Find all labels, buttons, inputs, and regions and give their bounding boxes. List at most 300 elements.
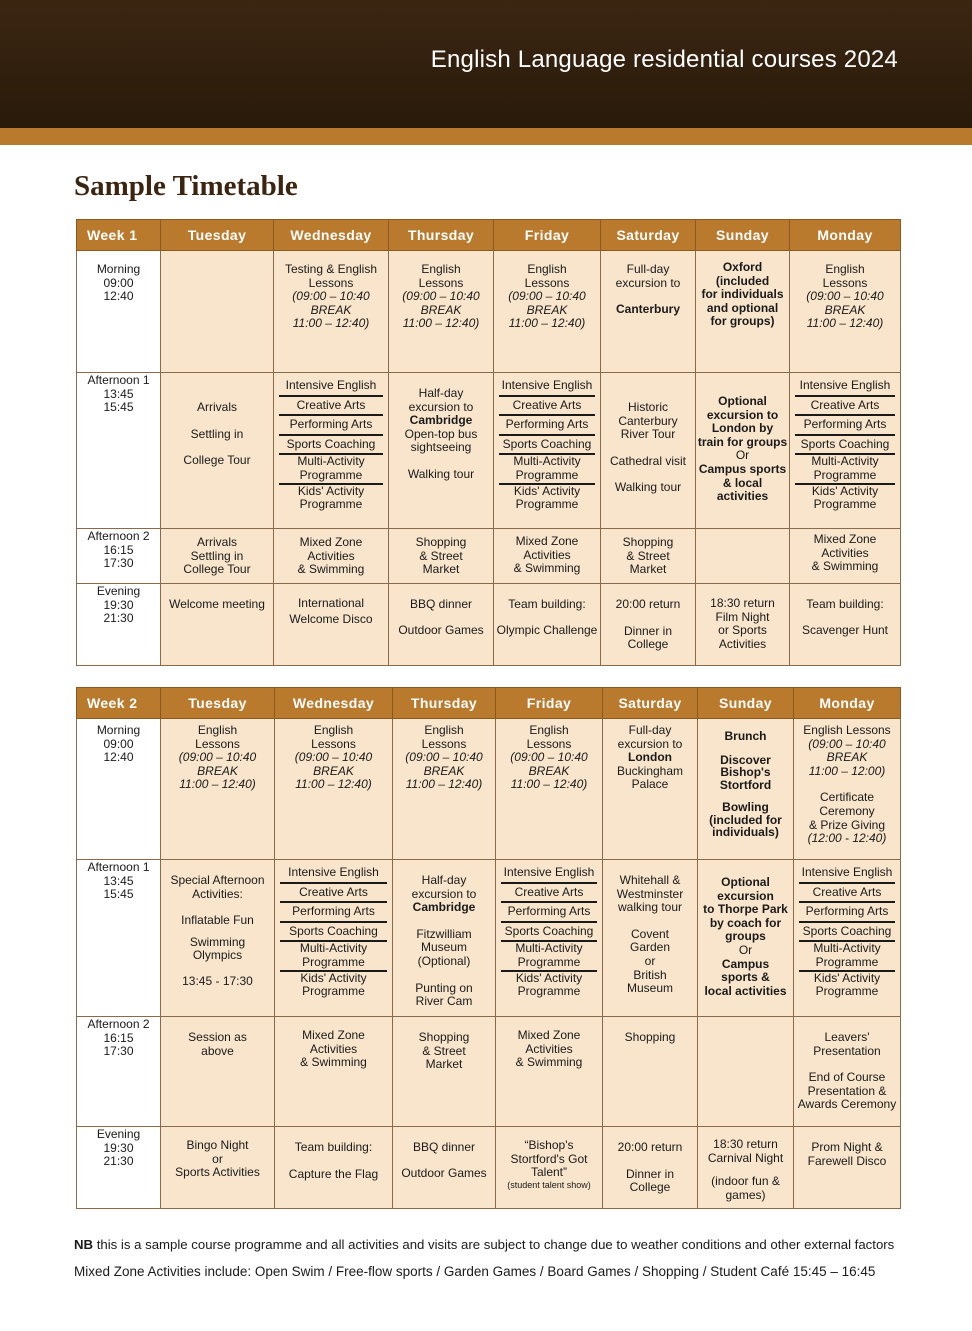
cell-line: Westminster	[616, 886, 684, 901]
cell-line: English	[421, 262, 461, 276]
cell-line: Session as	[188, 1030, 247, 1044]
cell-line: Outdoor Games	[401, 1165, 487, 1180]
time-label: Morning	[96, 723, 141, 737]
cell-line: Bishop's	[720, 765, 771, 779]
time-cell	[77, 373, 161, 529]
cell-line: 11:00 – 12:40)	[295, 777, 372, 792]
cell-line: BBQ dinner	[409, 597, 473, 611]
time-start: 13:45	[103, 386, 134, 401]
time-cell	[77, 1127, 161, 1209]
cell-line: Lessons	[421, 736, 467, 751]
day-header: Sunday	[696, 220, 790, 251]
activity-option: Sports Coaching	[501, 923, 597, 943]
activity-option: Sports Coaching	[799, 923, 895, 943]
cell-line: Market	[422, 562, 460, 577]
cell-line: Campus sports	[698, 461, 787, 476]
activity-option: Multi-Activity Programme	[279, 455, 383, 484]
schedule-cell	[603, 1127, 698, 1209]
cell-line: (09:00 – 10:40	[808, 736, 886, 751]
cell-line: Presentation &	[807, 1083, 887, 1098]
cell-line: Activities	[307, 548, 355, 563]
cell-line: to Thorpe Park	[703, 902, 788, 917]
time-label: Morning	[96, 262, 141, 276]
cell-line: Whitehall &	[619, 873, 681, 887]
cell-line: excursion to	[706, 407, 779, 422]
cell-line: Museum	[626, 981, 673, 996]
schedule-cell	[790, 584, 901, 666]
cell-line: excursion to	[411, 886, 477, 901]
time-end: 15:45	[103, 400, 134, 415]
cell-line: 20:00 return	[617, 1140, 683, 1154]
activity-option: Sports Coaching	[499, 436, 595, 456]
schedule-cell	[393, 1017, 496, 1127]
cell-line: Historic	[627, 400, 668, 414]
cell-line: 18:30 return	[713, 1137, 778, 1151]
cell-line: 11:00 – 12:40)	[179, 777, 256, 792]
activity-option: Kids' Activity Programme	[300, 970, 367, 999]
cell-line: groups	[725, 929, 766, 944]
cell-line: BREAK	[526, 302, 568, 317]
cell-line: 11:00 – 12:40)	[510, 777, 588, 792]
cell-line: (12:00 - 12:40)	[807, 831, 887, 846]
cell-line: BREAK	[826, 750, 868, 765]
cell-line: River Tour	[620, 427, 676, 442]
time-start: 09:00	[103, 275, 134, 290]
cell-line: Cambridge	[412, 900, 476, 915]
schedule-cell	[601, 529, 696, 584]
schedule-cell	[161, 1127, 275, 1209]
cell-line: Or	[738, 942, 753, 957]
cell-line: 13:45 - 17:30	[182, 973, 253, 988]
activity-option: Multi-Activity Programme	[799, 942, 895, 971]
day-header: Friday	[494, 220, 601, 251]
activity-options-cell	[275, 860, 393, 1017]
cell-line: (student talent show)	[507, 1179, 591, 1190]
cell-line: College	[629, 1180, 671, 1195]
schedule-cell	[603, 1017, 698, 1127]
week2-afternoon2-row	[77, 1017, 901, 1127]
activity-option: Performing Arts	[280, 903, 387, 923]
cell-line: 11:00 – 12:40)	[402, 316, 480, 331]
time-cell	[77, 860, 161, 1017]
schedule-cell	[393, 719, 496, 860]
day-header: Thursday	[389, 220, 494, 251]
cell-line: Full-day	[626, 262, 670, 276]
cell-line: & Swimming	[811, 559, 879, 574]
cell-line: Swimming	[189, 934, 246, 949]
cell-line: Certificate	[819, 790, 875, 805]
time-cell	[77, 719, 161, 860]
activity-option: Sports Coaching	[279, 436, 383, 456]
cell-line: English	[825, 262, 865, 276]
cell-line: (09:00 – 10:40	[510, 750, 588, 765]
cell-line: or	[644, 953, 656, 968]
week1-afternoon2-row	[77, 529, 901, 584]
cell-line: 11:00 – 12:40)	[508, 316, 586, 331]
cell-line: Mixed Zone	[299, 535, 363, 549]
schedule-cell	[696, 251, 790, 373]
cell-line: Discover	[720, 752, 771, 767]
cell-line: & Swimming	[513, 561, 581, 576]
cell-line: Buckingham	[616, 763, 684, 778]
cell-line: Mixed Zone	[517, 1028, 581, 1042]
schedule-cell	[161, 860, 275, 1017]
mixed-zone-note: Mixed Zone Activities include: Open Swim / Free-flow sports / Garden Games / Board Games / Shopping / Student Café 15:45 – 16:45	[74, 1264, 876, 1279]
cell-line: British	[633, 967, 667, 982]
time-label: Afternoon 1	[87, 373, 150, 387]
cell-line: Settling in	[190, 426, 244, 441]
cell-line: Scavenger Hunt	[801, 622, 889, 637]
cell-line: & Prize Giving	[808, 817, 886, 832]
cell-line: Activities	[525, 1041, 573, 1056]
cell-line: by coach for	[709, 915, 782, 930]
activity-option: Intensive English	[280, 864, 387, 884]
cell-line: Special Afternoon	[170, 873, 265, 887]
cell-line: excursion	[717, 888, 774, 903]
activity-option: Intensive English	[799, 864, 895, 884]
cell-line: 11:00 – 12:40)	[806, 316, 884, 331]
cell-line: BREAK	[824, 302, 866, 317]
cell-line: Talent”	[530, 1165, 568, 1180]
cell-line: Walking tour	[614, 480, 682, 495]
schedule-cell	[275, 1127, 393, 1209]
cell-line: Fitzwilliam	[416, 926, 472, 941]
schedule-cell	[389, 373, 494, 529]
cell-line: International	[297, 596, 365, 610]
cell-line: & Swimming	[297, 562, 365, 577]
cell-line: BBQ dinner	[412, 1140, 476, 1154]
schedule-cell	[275, 719, 393, 860]
empty-cell	[696, 529, 790, 584]
cell-line: Dinner in	[625, 1166, 675, 1181]
cell-line: Activities	[821, 545, 869, 560]
cell-line: (included for	[709, 812, 782, 827]
empty-cell	[161, 251, 274, 373]
activity-option: Kids' Activity Programme	[515, 970, 583, 999]
cell-line: College	[627, 637, 669, 652]
schedule-cell	[698, 719, 794, 860]
week2-afternoon1-row	[77, 860, 901, 1017]
activity-option: Sports Coaching	[280, 923, 387, 943]
schedule-cell	[496, 719, 603, 860]
cell-line: Half-day	[421, 873, 467, 887]
schedule-cell	[161, 373, 274, 529]
cell-line: English	[424, 723, 464, 737]
cell-line: (09:00 – 10:40	[178, 750, 257, 765]
cell-line: Shopping	[418, 1030, 470, 1044]
cell-line: Leavers'	[824, 1030, 870, 1044]
schedule-cell	[696, 373, 790, 529]
time-start: 16:15	[103, 1030, 134, 1045]
activity-option: Kids' Activity Programme	[297, 483, 365, 512]
cell-line: Lessons	[822, 275, 868, 290]
schedule-cell	[603, 719, 698, 860]
activity-option: Creative Arts	[799, 884, 895, 904]
cell-line: individuals)	[712, 825, 779, 839]
cell-line: English	[313, 723, 354, 737]
cell-line: excursion to	[615, 275, 681, 290]
cell-line: Cambridge	[409, 413, 473, 428]
time-end: 21:30	[103, 1154, 134, 1169]
banner-title: English Language residential courses 2024	[430, 46, 898, 73]
time-end: 12:40	[103, 289, 134, 304]
day-header: Sunday	[698, 688, 794, 719]
cell-line: Team building:	[806, 597, 884, 611]
cell-line: (Optional)	[417, 953, 471, 968]
schedule-cell	[601, 251, 696, 373]
cell-line: Settling in	[190, 548, 244, 563]
day-header: Tuesday	[161, 688, 275, 719]
cell-line: Welcome meeting	[169, 597, 265, 611]
cell-line: Farewell Disco	[807, 1153, 887, 1168]
schedule-cell	[790, 529, 901, 584]
cell-line: (09:00 – 10:40	[806, 289, 884, 304]
cell-line: Museum	[420, 940, 467, 955]
schedule-cell	[161, 719, 275, 860]
cell-line: Punting on	[415, 980, 473, 995]
cell-line: BREAK	[420, 302, 462, 317]
cell-line: 11:00 – 12:40)	[405, 777, 483, 792]
day-header: Wednesday	[274, 220, 389, 251]
cell-line: Stortford	[719, 777, 772, 792]
cell-line: Outdoor Games	[398, 622, 484, 637]
schedule-cell	[698, 1127, 794, 1209]
schedule-cell	[393, 1127, 496, 1209]
schedule-cell	[494, 584, 601, 666]
nb-label: NB	[74, 1237, 94, 1252]
page-title: Sample Timetable	[74, 170, 298, 202]
time-start: 19:30	[103, 597, 134, 612]
cell-line: BREAK	[423, 763, 465, 778]
schedule-cell	[794, 719, 901, 860]
cell-line: Carnival Night	[707, 1150, 784, 1165]
cell-line: Activities	[718, 636, 767, 651]
cell-line: Garden	[629, 940, 671, 955]
cell-line: Team building:	[508, 597, 586, 611]
activity-options-cell	[274, 373, 389, 529]
cell-line: Activities	[309, 1041, 358, 1056]
cell-line: Activities:	[192, 886, 243, 901]
cell-line: Mixed Zone	[813, 532, 877, 546]
day-header: Monday	[794, 688, 901, 719]
activity-option: Creative Arts	[499, 397, 595, 417]
cell-line: & local	[722, 475, 763, 490]
cell-line: Cathedral visit	[609, 453, 687, 468]
schedule-cell	[790, 251, 901, 373]
cell-line: Full-day	[628, 723, 672, 737]
cell-line: (included	[715, 273, 770, 288]
cell-line: Olympic Challenge	[496, 622, 598, 637]
cell-line: BREAK	[313, 763, 354, 778]
schedule-cell	[496, 1017, 603, 1127]
time-start: 09:00	[103, 736, 134, 751]
header-banner	[0, 0, 972, 128]
cell-line: or	[212, 1151, 223, 1166]
cell-line: Walking tour	[407, 466, 475, 481]
time-end: 15:45	[103, 887, 134, 902]
cell-line: College Tour	[183, 453, 251, 468]
time-cell	[77, 584, 161, 666]
activity-option: Creative Arts	[279, 397, 383, 417]
time-cell	[77, 529, 161, 584]
cell-line: BREAK	[310, 302, 352, 317]
cell-line: & Swimming	[300, 1055, 367, 1070]
cell-line: English	[197, 723, 238, 737]
accent-stripe	[0, 128, 972, 145]
cell-line: (09:00 – 10:40	[292, 289, 370, 304]
cell-line: Prom Night &	[811, 1140, 883, 1154]
schedule-cell	[698, 860, 794, 1017]
cell-line: local activities	[704, 983, 787, 998]
schedule-cell	[389, 529, 494, 584]
disclaimer-note	[74, 1237, 894, 1252]
cell-line: Market	[425, 1057, 463, 1072]
cell-line: sightseeing	[410, 440, 472, 455]
time-cell	[77, 251, 161, 373]
cell-line: for groups)	[710, 314, 775, 329]
cell-line: games)	[725, 1187, 766, 1202]
cell-line: above	[201, 1043, 234, 1058]
cell-line: Arrivals	[196, 535, 237, 549]
cell-line: or Sports	[718, 623, 767, 638]
schedule-cell	[794, 1017, 901, 1127]
schedule-cell	[601, 373, 696, 529]
cell-line: BREAK	[197, 763, 238, 778]
schedule-cell	[494, 251, 601, 373]
week2-evening-row	[77, 1127, 901, 1209]
cell-line: Covent	[630, 926, 670, 941]
day-header: Wednesday	[275, 688, 393, 719]
cell-line: Activities	[523, 547, 571, 562]
cell-line: BREAK	[528, 763, 570, 778]
week1-header-row	[77, 220, 901, 251]
cell-line: Or	[735, 448, 750, 463]
schedule-cell	[275, 1017, 393, 1127]
nb-text: this is a sample course programme and all activities and visits are subject to change due to weather conditions and other external factors	[93, 1237, 895, 1252]
activity-option: Performing Arts	[799, 903, 895, 923]
activity-option: Performing Arts	[501, 903, 597, 923]
time-end: 17:30	[103, 556, 134, 571]
activity-option: Intensive English	[501, 864, 597, 884]
cell-line: Film Night	[715, 609, 770, 624]
week1-label: Week 1	[77, 220, 161, 251]
cell-line: Lessons	[311, 736, 356, 751]
cell-line: Arrivals	[196, 400, 237, 414]
cell-line: & Swimming	[515, 1055, 583, 1070]
activity-option: Performing Arts	[499, 416, 595, 436]
cell-line: Optional	[721, 875, 770, 889]
activity-option: Multi-Activity Programme	[280, 942, 387, 971]
time-label: Afternoon 2	[87, 1017, 150, 1031]
cell-line: Awards Ceremony	[797, 1097, 897, 1112]
cell-line: Canterbury	[618, 413, 678, 428]
activity-option: Sports Coaching	[795, 436, 895, 456]
activity-option: Intensive English	[795, 377, 895, 397]
cell-line: & Street	[626, 548, 670, 563]
cell-line: and optional	[706, 300, 779, 315]
activity-options-cell	[794, 860, 901, 1017]
time-start: 13:45	[103, 873, 134, 888]
activity-option: Kids' Activity Programme	[813, 970, 881, 999]
week1-morning-row	[77, 251, 901, 373]
cell-line: Mixed Zone	[302, 1028, 365, 1042]
day-header: Thursday	[393, 688, 496, 719]
activity-option: Kids' Activity Programme	[811, 483, 879, 512]
cell-line: for individuals	[701, 287, 784, 302]
activity-option: Kids' Activity Programme	[513, 483, 581, 512]
cell-line: Stortford's Got	[510, 1151, 588, 1166]
week2-timetable	[76, 687, 901, 1209]
cell-line: English	[527, 262, 567, 276]
activity-option: Intensive English	[279, 377, 383, 397]
cell-line: Shopping	[415, 535, 467, 549]
cell-line: “Bishop's	[524, 1138, 574, 1152]
cell-line: Lessons	[308, 275, 354, 290]
cell-line: Lessons	[195, 736, 240, 751]
cell-line: Team building:	[294, 1140, 373, 1154]
day-header: Friday	[496, 688, 603, 719]
schedule-cell	[389, 251, 494, 373]
schedule-cell	[393, 860, 496, 1017]
cell-line: 11:00 – 12:00)	[808, 763, 886, 778]
time-label: Afternoon 2	[87, 529, 150, 543]
schedule-cell	[603, 860, 698, 1017]
activity-option: Intensive English	[499, 377, 595, 397]
schedule-cell	[161, 529, 274, 584]
schedule-cell	[794, 1127, 901, 1209]
activity-option: Creative Arts	[280, 884, 387, 904]
week2-header-row	[77, 688, 901, 719]
cell-line: Bingo Night	[186, 1138, 249, 1152]
cell-line: (09:00 – 10:40	[405, 750, 483, 765]
time-label: Afternoon 1	[87, 860, 150, 874]
cell-line: Oxford	[722, 260, 763, 274]
cell-line: & Street	[422, 1043, 466, 1058]
activity-options-cell	[496, 860, 603, 1017]
cell-line: Shopping	[622, 535, 674, 549]
cell-line: End of Course	[808, 1070, 886, 1085]
day-header: Saturday	[601, 220, 696, 251]
schedule-cell	[274, 251, 389, 373]
activity-option: Performing Arts	[279, 416, 383, 436]
time-end: 21:30	[103, 611, 134, 626]
cell-line: & Street	[419, 548, 463, 563]
cell-line: Presentation	[813, 1043, 881, 1058]
time-end: 17:30	[103, 1044, 134, 1059]
cell-line: Welcome Disco	[289, 611, 373, 626]
week1-afternoon1-row	[77, 373, 901, 529]
cell-line: (09:00 – 10:40	[508, 289, 586, 304]
cell-line: 18:30 return	[710, 596, 775, 610]
cell-line: train for groups	[697, 434, 788, 449]
activity-option: Creative Arts	[795, 397, 895, 417]
cell-line: sports &	[721, 970, 770, 985]
cell-line: Sports Activities	[175, 1165, 260, 1180]
week1-timetable	[76, 219, 901, 666]
cell-line: Lessons	[524, 275, 570, 290]
day-header: Tuesday	[161, 220, 274, 251]
schedule-cell	[274, 529, 389, 584]
activity-option: Creative Arts	[501, 884, 597, 904]
week2-morning-row	[77, 719, 901, 860]
cell-line: activities	[716, 489, 769, 504]
cell-line: Dinner in	[623, 623, 673, 638]
day-header: Saturday	[603, 688, 698, 719]
cell-line: Palace	[631, 777, 669, 792]
time-end: 12:40	[103, 750, 134, 765]
cell-line: Brunch	[724, 729, 767, 743]
activity-options-cell	[494, 373, 601, 529]
